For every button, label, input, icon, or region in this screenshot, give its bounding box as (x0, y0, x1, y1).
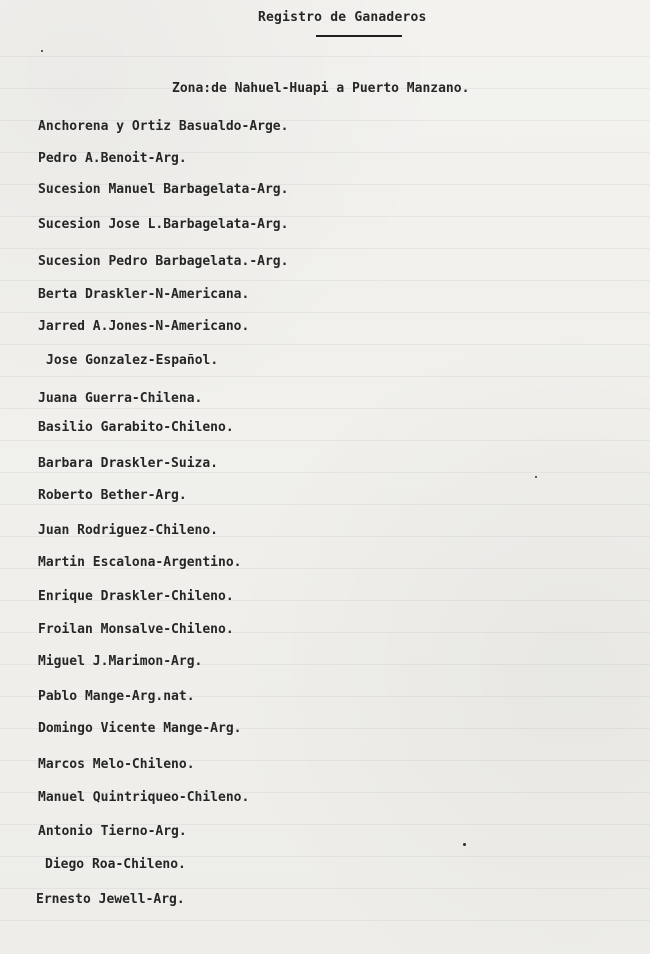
list-item: Juana Guerra-Chilena. (38, 391, 203, 406)
ruled-line (0, 504, 650, 505)
document-title: Registro de Ganaderos (258, 10, 427, 25)
list-item: Marcos Melo-Chileno. (38, 757, 195, 772)
list-item: Anchorena y Ortiz Basualdo-Arge. (38, 119, 289, 134)
list-item: Martin Escalona-Argentino. (38, 555, 242, 570)
list-item: Juan Rodriguez-Chileno. (38, 523, 219, 538)
ink-speck (463, 843, 466, 846)
ruled-line (0, 312, 650, 313)
list-item: Miguel J.Marimon-Arg. (38, 654, 203, 669)
ruled-line (0, 888, 650, 889)
ruled-line (0, 344, 650, 345)
list-item: Sucesion Manuel Barbagelata-Arg. (38, 182, 289, 197)
list-item: Basilio Garabito-Chileno. (38, 420, 234, 435)
list-item: Domingo Vicente Mange-Arg. (38, 721, 242, 736)
list-item: Sucesion Jose L.Barbagelata-Arg. (38, 217, 289, 232)
list-item: Pablo Mange-Arg.nat. (38, 689, 195, 704)
ruled-line (0, 920, 650, 921)
ruled-line (0, 376, 650, 377)
ruled-line (0, 408, 650, 409)
list-item: Barbara Draskler-Suiza. (38, 456, 219, 471)
list-item: Froilan Monsalve-Chileno. (38, 622, 234, 637)
ruled-line (0, 248, 650, 249)
list-item: Sucesion Pedro Barbagelata.-Arg. (38, 254, 289, 269)
list-item: Ernesto Jewell-Arg. (36, 892, 185, 907)
zone-heading: Zona:de Nahuel-Huapi a Puerto Manzano. (172, 81, 470, 96)
list-item: Pedro A.Benoit-Arg. (38, 151, 187, 166)
list-item: Antonio Tierno-Arg. (38, 824, 187, 839)
ruled-line (0, 280, 650, 281)
list-item: Roberto Bether-Arg. (38, 488, 187, 503)
ink-speck (41, 50, 43, 52)
list-item: Jose Gonzalez-Español. (46, 353, 219, 368)
ruled-line (0, 472, 650, 473)
list-item: Diego Roa-Chileno. (45, 857, 186, 872)
title-underline (316, 35, 402, 37)
ruled-line (0, 56, 650, 57)
list-item: Enrique Draskler-Chileno. (38, 589, 234, 604)
ink-speck (535, 476, 537, 478)
ruled-line (0, 440, 650, 441)
list-item: Berta Draskler-N-Americana. (38, 287, 250, 302)
list-item: Manuel Quintriqueo-Chileno. (38, 790, 250, 805)
list-item: Jarred A.Jones-N-Americano. (38, 319, 250, 334)
